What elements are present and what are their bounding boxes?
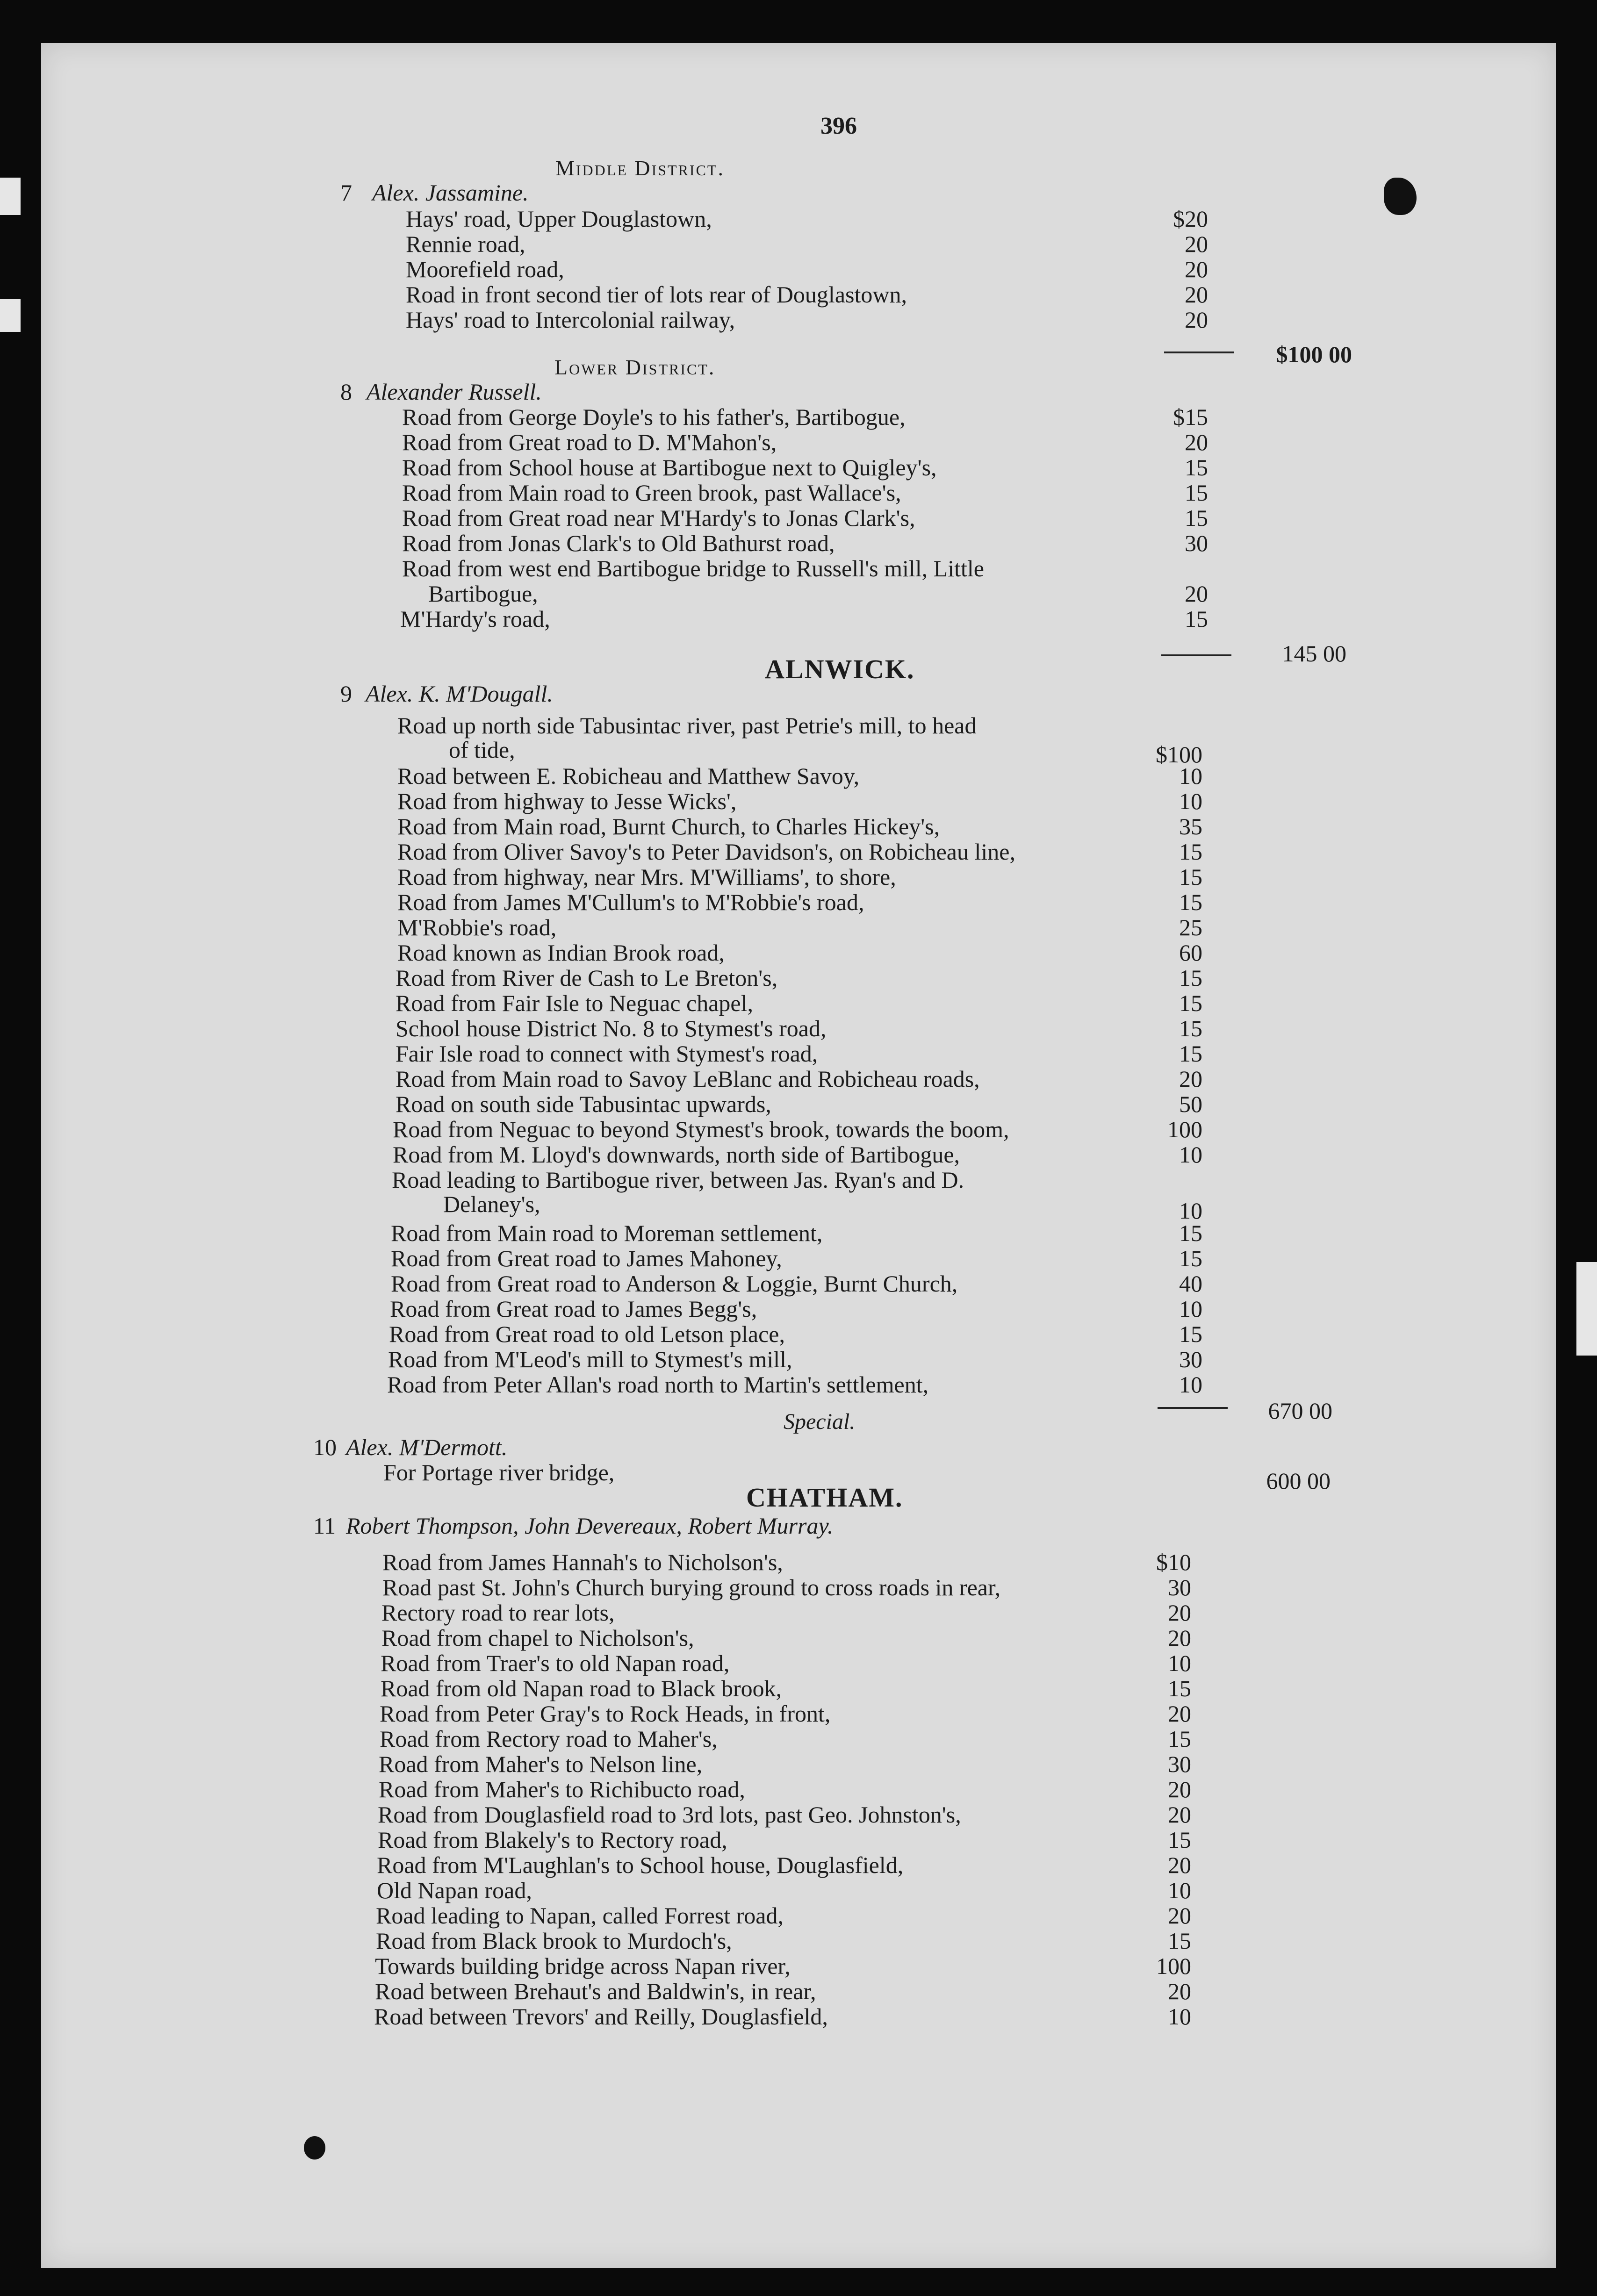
list-item: Road leading to Napan, called Forrest road, 20 [376, 1902, 1191, 1929]
list-item: Fair Isle road to connect with Stymest's road, 15 [396, 1040, 1202, 1067]
section-heading: Lower District. [554, 355, 716, 379]
list-item: Road from Black brook to Murdoch's, 15 [376, 1928, 1191, 1954]
list-item: Road from Main road, Burnt Church, to Charles Hickey's, 35 [397, 813, 1202, 839]
list-item: Road between E. Robicheau and Matthew Savoy, 10 [397, 763, 1202, 789]
entry-7-header [0, 179, 1597, 206]
list-item: Bartibogue, 20 [428, 581, 1208, 607]
section-total: 145 00 [1282, 640, 1346, 667]
list-item: Road from Main road to Moreman settlement, 15 [391, 1220, 1202, 1246]
list-item: Road from Great road to D. M'Mahon's, 20 [402, 429, 1208, 455]
section-total: 670 00 [1268, 1398, 1332, 1424]
list-item: Road from Douglasfield road to 3rd lots, past Geo. Johnston's, 20 [378, 1801, 1191, 1828]
list-item: Road from old Napan road to Black brook, 15 [381, 1675, 1191, 1701]
list-item: Road leading to Bartibogue river, between Jas. Ryan's and D. [392, 1167, 964, 1193]
list-item: Road from west end Bartibogue bridge to Russell's mill, Little [402, 555, 984, 581]
entry-8-header [0, 379, 1597, 405]
list-item: Road from School house at Bartibogue next to Quigley's, 15 [402, 454, 1208, 481]
section-total: $100 00 [1276, 341, 1352, 367]
list-item: Rennie road, 20 [406, 231, 1208, 257]
entry-11-header [0, 1513, 1597, 1539]
list-item: Road from M. Lloyd's downwards, north side of Bartibogue, 10 [393, 1141, 1202, 1168]
list-item: M'Robbie's road, 25 [397, 914, 1202, 940]
list-item: Road from Traer's to old Napan road, 10 [381, 1650, 1191, 1676]
commissioner-name: Alex. K. M'Dougall. [366, 681, 553, 707]
section-total: 600 00 [1266, 1468, 1331, 1494]
list-item: Road on south side Tabusintac upwards, 50 [396, 1091, 1202, 1117]
list-item: Road from Great road to James Begg's, 10 [390, 1296, 1202, 1322]
list-item: Hays' road to Intercolonial railway, 20 [406, 307, 1208, 333]
section-heading: ALNWICK. [765, 654, 915, 684]
list-item: Road from Great road to James Mahoney, 15 [391, 1245, 1202, 1271]
list-item: Road from highway, near Mrs. M'Williams', to shore, 15 [397, 864, 1202, 890]
alnwick-heading-row [0, 656, 1597, 682]
section-heading: Middle District. [555, 156, 725, 180]
list-item: Road from Great road near M'Hardy's to Jonas Clark's, 15 [402, 505, 1208, 531]
entry-10-header [0, 1434, 1597, 1460]
list-item: Road from Peter Gray's to Rock Heads, in front, 20 [380, 1700, 1191, 1727]
chatham-heading-row [0, 1482, 1597, 1513]
list-item: For Portage river bridge, [383, 1459, 615, 1485]
list-item: of tide, $100 [449, 737, 1202, 768]
list-item: Road past St. John's Church burying ground to cross roads in rear, 30 [382, 1574, 1191, 1600]
list-item: Road from James M'Cullum's to M'Robbie's road, 15 [397, 889, 1202, 915]
list-item: Road from Fair Isle to Neguac chapel, 15 [396, 990, 1202, 1016]
list-item: Road from Maher's to Richibucto road, 20 [379, 1776, 1191, 1802]
list-item: Road from Blakely's to Rectory road, 15 [378, 1827, 1191, 1853]
list-item: Hays' road, Upper Douglastown, $20 [406, 206, 1208, 232]
section-heading: Special. [784, 1409, 856, 1434]
entry-number: 10 [313, 1434, 337, 1460]
list-item: Road from highway to Jesse Wicks', 10 [397, 788, 1202, 814]
page-number: 396 [820, 113, 857, 139]
list-item: Road from chapel to Nicholson's, 20 [381, 1625, 1191, 1651]
entry-number: 9 [340, 681, 352, 707]
middle-district-heading-row [0, 155, 1597, 181]
list-item: Road from Main road to Savoy LeBlanc and Robicheau roads, 20 [396, 1066, 1202, 1092]
list-item: Road between Brehaut's and Baldwin's, in rear, 20 [375, 1978, 1191, 2004]
list-item: Road in front second tier of lots rear of Douglastown, 20 [406, 281, 1208, 308]
list-item: Road from James Hannah's to Nicholson's, $10 [382, 1549, 1191, 1575]
list-item: Road from Jonas Clark's to Old Bathurst road, 30 [402, 530, 1208, 556]
list-item: Road from Great road to old Letson place, 15 [389, 1321, 1202, 1347]
list-item: Road between Trevors' and Reilly, Douglasfield, 10 [374, 2003, 1191, 2030]
list-item: Towards building bridge across Napan river, 100 [375, 1953, 1191, 1979]
list-item: Road up north side Tabusintac river, past Petrie's mill, to head [397, 712, 977, 739]
list-item: Road from Oliver Savoy's to Peter Davidson's, on Robicheau line, 15 [397, 839, 1202, 865]
entry-number: 8 [340, 379, 352, 405]
lower-district-heading-row [0, 354, 1597, 380]
list-item: Moorefield road, 20 [406, 256, 1208, 282]
list-item: M'Hardy's road, 15 [400, 606, 1208, 632]
list-item: Road from Main road to Green brook, past Wallace's, 15 [402, 480, 1208, 506]
list-item: Road from Maher's to Nelson line, 30 [379, 1751, 1191, 1777]
list-item: Road known as Indian Brook road, 60 [397, 940, 1202, 966]
list-item: Rectory road to rear lots, 20 [381, 1600, 1191, 1626]
entry-9-header [0, 681, 1597, 707]
commissioner-name: Alex. M'Dermott. [346, 1434, 508, 1460]
section-heading: CHATHAM. [746, 1482, 903, 1513]
list-item: Road from Neguac to beyond Stymest's brook, towards the boom, 100 [393, 1116, 1202, 1142]
list-item: Old Napan road, 10 [377, 1877, 1191, 1903]
list-item: Road from Great road to Anderson & Loggie, Burnt Church, 40 [391, 1270, 1202, 1297]
list-item: Delaney's, 10 [443, 1191, 1202, 1224]
commissioner-name: Alex. Jassamine. [372, 179, 529, 206]
list-item: Road from River de Cash to Le Breton's, 15 [396, 965, 1202, 991]
list-item: School house District No. 8 to Stymest's road, 15 [396, 1015, 1202, 1041]
commissioner-name: Robert Thompson, John Devereaux, Robert Murray. [346, 1513, 834, 1539]
commissioner-name: Alexander Russell. [367, 379, 542, 405]
special-heading-row [0, 1409, 1597, 1435]
list-item: Road from Peter Allan's road north to Martin's settlement, 10 [387, 1371, 1202, 1398]
list-item: Road from M'Leod's mill to Stymest's mill, 30 [388, 1346, 1202, 1372]
list-item: Road from George Doyle's to his father's, Bartibogue, $15 [402, 404, 1208, 430]
entry-number: 11 [313, 1513, 336, 1539]
list-item: Road from Rectory road to Maher's, 15 [380, 1726, 1191, 1752]
entry-number: 7 [340, 179, 352, 206]
list-item: Road from M'Laughlan's to School house, Douglasfield, 20 [377, 1852, 1191, 1878]
